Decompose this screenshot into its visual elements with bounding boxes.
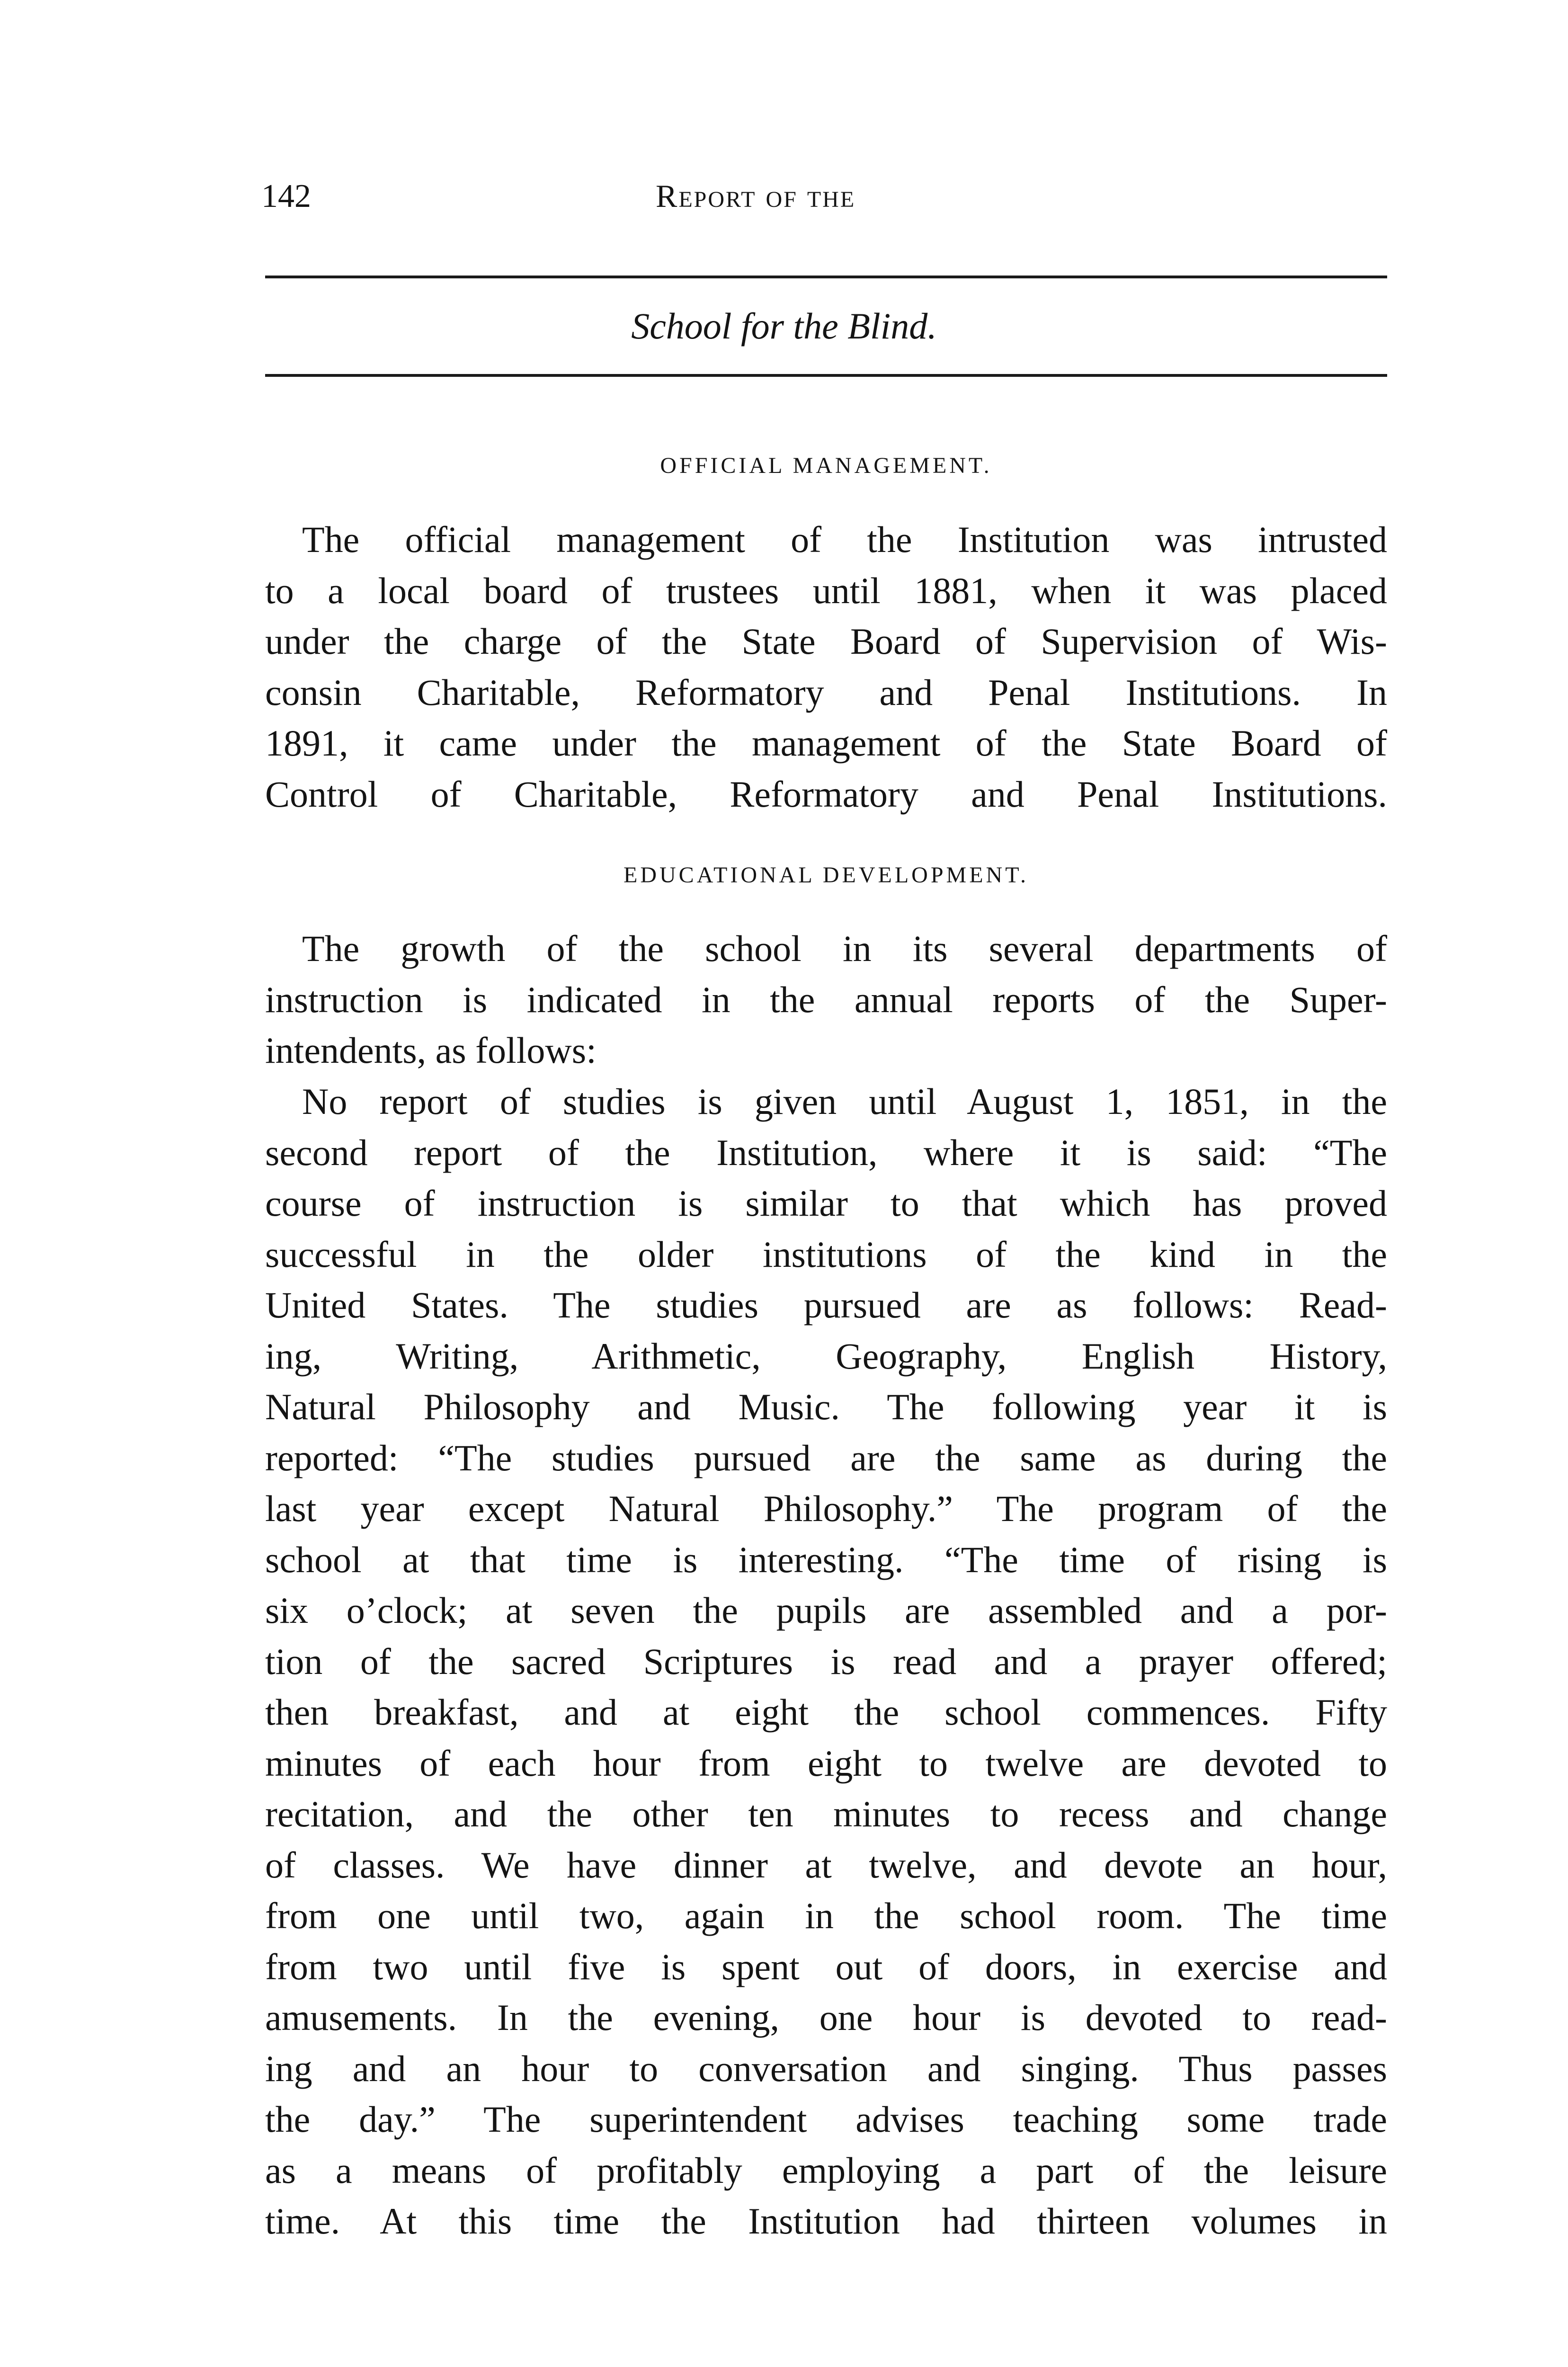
- text-line: school at that time is interesting. “The time of rising is: [265, 1539, 1387, 1580]
- page-number: 142: [261, 178, 311, 214]
- educational-intro-paragraph: [265, 923, 1387, 1076]
- text-line: 1891, it came under the management of the State Board of: [265, 722, 1387, 764]
- running-head: Report of the: [656, 178, 856, 214]
- header-rule-bottom: [265, 374, 1387, 377]
- text-line: ing, Writing, Arithmetic, Geography, English History,: [265, 1335, 1387, 1377]
- text-line: of classes. We have dinner at twelve, and devote an hour,: [265, 1844, 1387, 1886]
- text-line: the day.” The superintendent advises teaching some trade: [265, 2099, 1387, 2140]
- educational-development-heading: EDUCATIONAL DEVELOPMENT.: [624, 863, 1029, 888]
- official-management-heading: OFFICIAL MANAGEMENT.: [660, 453, 992, 478]
- text-line: last year except Natural Philosophy.” The program of the: [265, 1488, 1387, 1529]
- text-line: United States. The studies pursued are as follows: Read-: [265, 1284, 1387, 1326]
- text-line: No report of studies is given until August 1, 1851, in the: [302, 1081, 1387, 1122]
- text-line: The growth of the school in its several departments of: [302, 928, 1387, 969]
- text-line: instruction is indicated in the annual reports of the Super-: [265, 979, 1387, 1020]
- text-line: to a local board of trustees until 1881, when it was placed: [265, 570, 1387, 611]
- educational-body-paragraph: [265, 1076, 1387, 2247]
- official-management-paragraph: [265, 514, 1387, 819]
- text-line: from one until two, again in the school room. The time: [265, 1895, 1387, 1936]
- text-line: second report of the Institution, where it is said: “The: [265, 1131, 1387, 1173]
- text-line: Control of Charitable, Reformatory and Penal Institutions.: [265, 773, 1387, 815]
- text-line: course of instruction is similar to that which has proved: [265, 1183, 1387, 1224]
- text-line: recitation, and the other ten minutes to recess and change: [265, 1793, 1387, 1834]
- text-line: tion of the sacred Scriptures is read and a prayer offered;: [265, 1640, 1387, 1682]
- text-line: The official management of the Institution was intrusted: [302, 519, 1387, 560]
- header-rule-top: [265, 276, 1387, 278]
- text-line: six o’clock; at seven the pupils are assembled and a por-: [265, 1590, 1387, 1631]
- text-line: amusements. In the evening, one hour is devoted to read-: [265, 1997, 1387, 2038]
- text-line: consin Charitable, Reformatory and Penal Institutions. In: [265, 671, 1387, 713]
- text-line: intendents, as follows:: [265, 1030, 597, 1071]
- text-line: successful in the older institutions of the kind in the: [265, 1233, 1387, 1275]
- section-title: School for the Blind.: [631, 305, 937, 347]
- text-line: time. At this time the Institution had thirteen volumes in: [265, 2200, 1387, 2242]
- text-line: as a means of profitably employing a part of the leisure: [265, 2149, 1387, 2191]
- text-line: under the charge of the State Board of Supervision of Wis-: [265, 621, 1387, 662]
- text-line: then breakfast, and at eight the school commences. Fifty: [265, 1691, 1387, 1733]
- text-line: reported: “The studies pursued are the same as during the: [265, 1437, 1387, 1478]
- text-line: ing and an hour to conversation and singing. Thus passes: [265, 2047, 1387, 2089]
- text-line: Natural Philosophy and Music. The following year it is: [265, 1386, 1387, 1427]
- text-line: from two until five is spent out of doors, in exercise and: [265, 1946, 1387, 1987]
- text-line: minutes of each hour from eight to twelve are devoted to: [265, 1742, 1387, 1784]
